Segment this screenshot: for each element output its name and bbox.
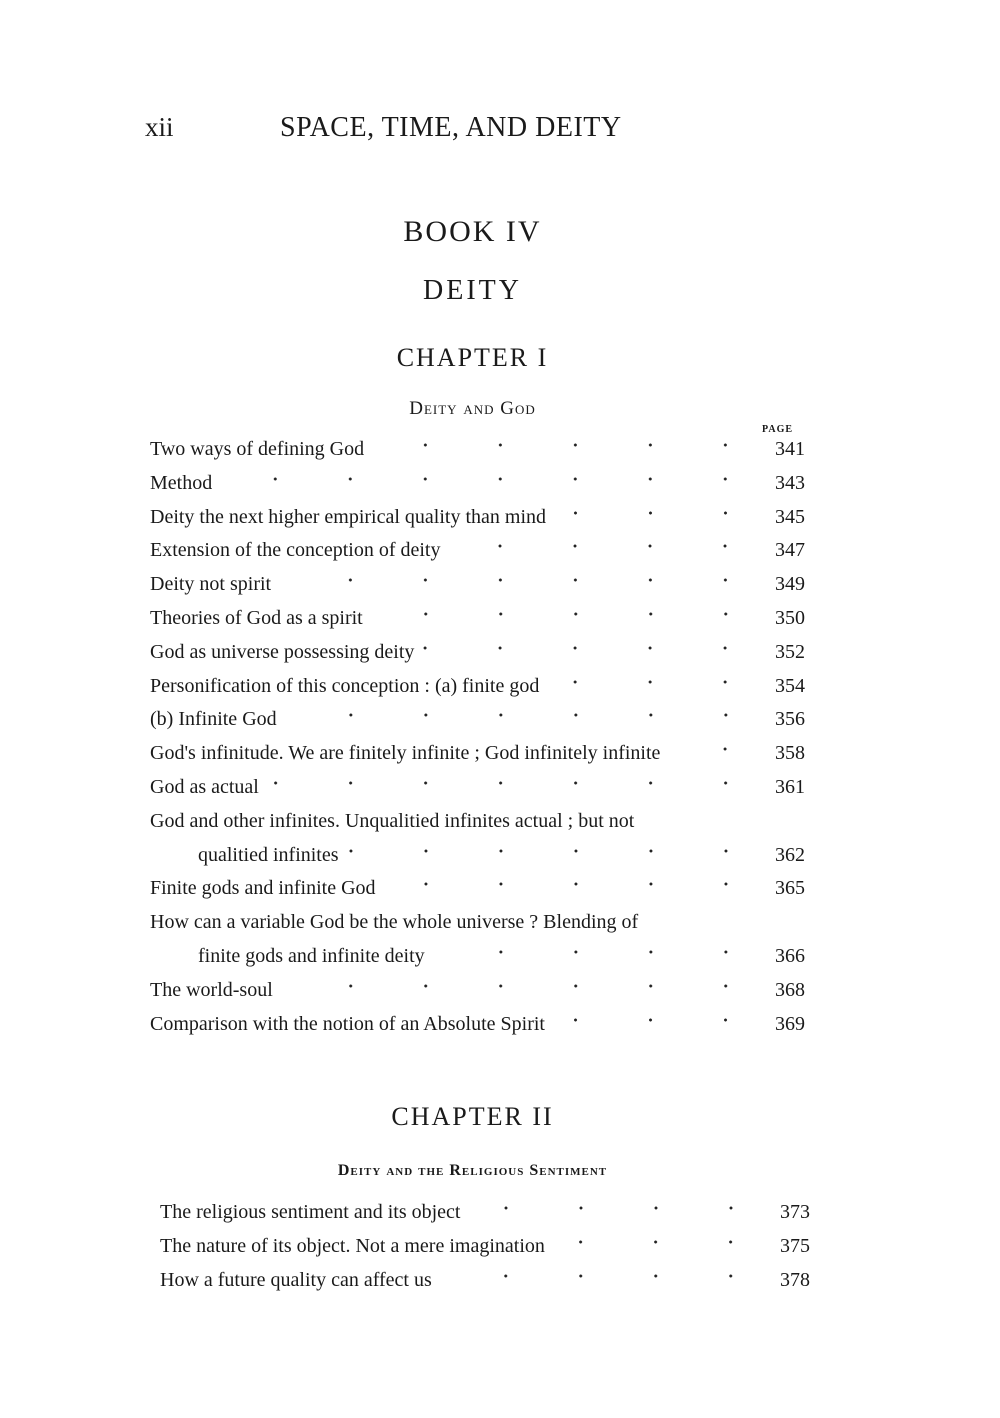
dot-leader (279, 979, 763, 996)
toc-entry (150, 742, 805, 776)
book-label: BOOK IV (403, 215, 542, 248)
dot-leader (545, 675, 763, 692)
toc-entry (150, 810, 805, 844)
toc-entry-page: 352 (775, 640, 805, 663)
running-title: SPACE, TIME, AND DEITY (280, 112, 622, 143)
toc-entry-page: 361 (775, 775, 805, 798)
toc-entry (150, 472, 805, 506)
dot-leader (431, 945, 763, 962)
toc-entry-page: 349 (775, 573, 805, 596)
dot-leader (370, 438, 763, 455)
toc-entry-continuation (150, 844, 805, 878)
toc-entry-text: The nature of its object. Not a mere imagination (160, 1234, 545, 1257)
toc-entry (150, 438, 805, 472)
toc-entry (150, 573, 805, 607)
book-title: DEITY (423, 275, 522, 306)
dot-leader (218, 472, 763, 489)
dot-leader (345, 844, 763, 861)
toc-entry (160, 1201, 810, 1235)
toc-entry-text: God's infinitude. We are finitely infinite ; God infinitely infinite (150, 742, 661, 765)
chapter-2-contents (160, 1201, 810, 1302)
toc-entry-page: 365 (775, 877, 805, 900)
dot-leader (666, 742, 763, 759)
page-column-label: PAGE (762, 424, 794, 435)
toc-entry-page: 369 (775, 1012, 805, 1035)
toc-entry (150, 911, 805, 945)
toc-entry (150, 675, 805, 709)
toc-entry-continuation (150, 945, 805, 979)
toc-entry (160, 1269, 810, 1303)
toc-entry-text: finite gods and infinite deity (198, 944, 425, 967)
toc-entry-text: Finite gods and infinite God (150, 877, 376, 900)
chapter-1-label: CHAPTER I (396, 343, 549, 372)
toc-entry-text: God and other infinites. Unqualitied infinites actual ; but not (150, 809, 635, 832)
toc-entry-page: 347 (775, 539, 805, 562)
dot-leader (277, 573, 763, 590)
chapter-2-label: CHAPTER II (391, 1102, 554, 1131)
toc-entry-page: 378 (780, 1268, 810, 1291)
dot-leader (551, 1235, 768, 1252)
toc-entry-text: Deity not spirit (150, 573, 272, 596)
toc-entry-page: 375 (780, 1234, 810, 1257)
toc-entry (160, 1235, 810, 1269)
toc-entry-text: The religious sentiment and its object (160, 1201, 461, 1223)
dot-leader (369, 607, 763, 624)
toc-entry-text: Method (150, 471, 213, 494)
dot-leader (420, 641, 763, 658)
toc-entry (150, 539, 805, 573)
toc-entry (150, 877, 805, 911)
toc-entry (150, 641, 805, 675)
dot-leader (551, 1013, 763, 1030)
toc-entry-page: 356 (775, 708, 805, 731)
toc-entry-text: Two ways of defining God (150, 438, 365, 460)
toc-entry-page: 354 (775, 674, 805, 697)
toc-entry-text: The world-soul (150, 978, 273, 1001)
toc-entry-text: How a future quality can affect us (160, 1268, 432, 1291)
toc-entry (150, 776, 805, 810)
toc-entry-text: Personification of this conception : (a) finite god (150, 674, 540, 697)
toc-entry-page: 358 (775, 742, 805, 765)
dot-leader (467, 1201, 769, 1218)
toc-entry (150, 1013, 805, 1047)
toc-entry (150, 607, 805, 641)
toc-entry (150, 506, 805, 540)
toc-entry (150, 979, 805, 1013)
dot-leader (382, 877, 763, 894)
dot-leader (283, 708, 763, 725)
toc-entry-text: God as actual (150, 775, 259, 798)
dot-leader (552, 506, 763, 523)
page-number: xii (145, 112, 174, 142)
toc-entry-page: 343 (775, 471, 805, 494)
toc-entry-text: Theories of God as a spirit (150, 606, 363, 629)
toc-entry (150, 708, 805, 742)
chapter-2-title: Deity and the Religious Sentiment (337, 1162, 608, 1179)
toc-entry-text: God as universe possessing deity (150, 640, 415, 663)
toc-entry-page: 341 (775, 438, 805, 460)
toc-entry-text: qualitied infinites (198, 843, 339, 866)
toc-entry-text: Deity the next higher empirical quality than mind (150, 505, 547, 528)
dot-leader (446, 539, 763, 556)
toc-entry-page: 362 (775, 843, 805, 866)
toc-entry-text: Extension of the conception of deity (150, 539, 441, 562)
toc-entry-page: 368 (775, 978, 805, 1001)
toc-entry-page: 350 (775, 606, 805, 629)
toc-entry-text: (b) Infinite God (150, 708, 277, 731)
chapter-1-title: Deity and God (409, 398, 536, 419)
toc-entry-text: Comparison with the notion of an Absolute Spirit (150, 1012, 545, 1035)
dot-leader (438, 1269, 768, 1286)
dot-leader (265, 776, 763, 793)
toc-entry-page: 345 (775, 505, 805, 528)
toc-entry-page: 366 (775, 944, 805, 967)
chapter-1-contents (150, 438, 805, 1046)
toc-entry-page: 373 (780, 1201, 810, 1223)
toc-entry-text: How can a variable God be the whole universe ? Blending of (150, 911, 639, 934)
